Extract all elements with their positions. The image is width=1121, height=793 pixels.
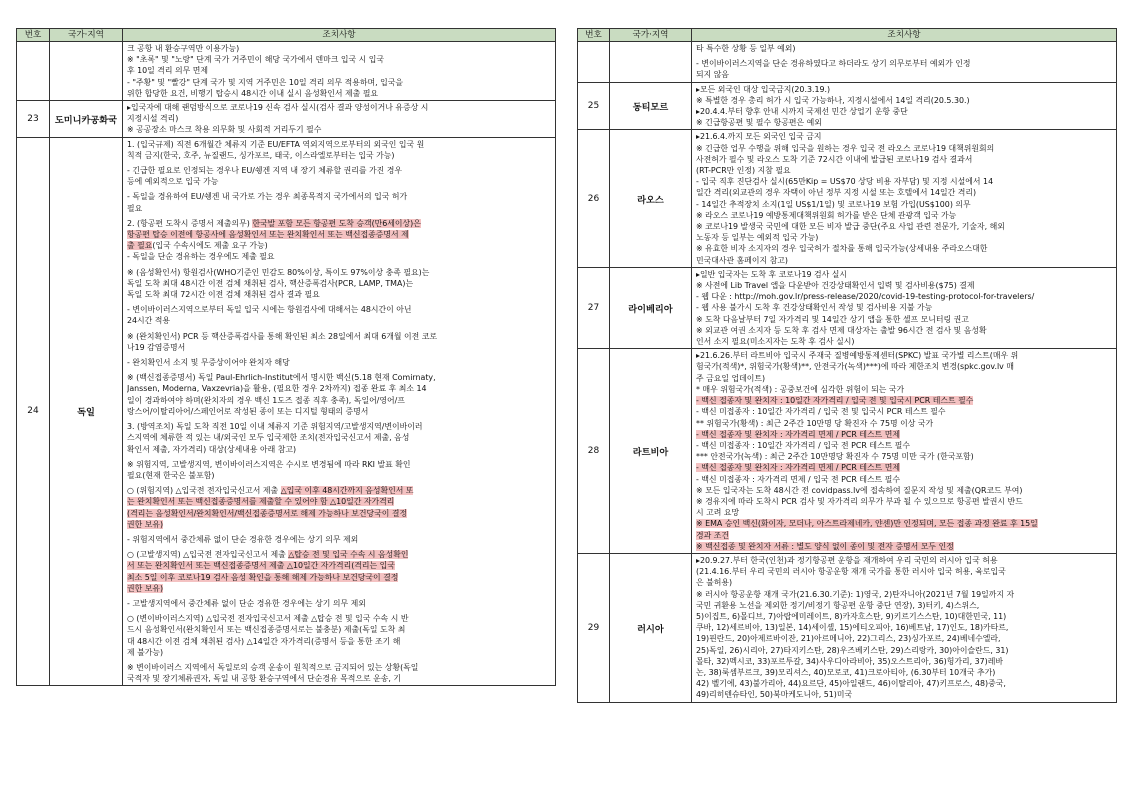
line-text: 일이 경과하여야 하며(완치자의 경우 백신 1도즈 접종 직후 충족), 독일어/영어/프 bbox=[127, 395, 405, 405]
measure-line bbox=[127, 102, 551, 113]
line-text: - 입국 직후 진단검사 실시(65만Kip = US$70 상당 비용 자부담) 및 지정 시설에서 14 bbox=[696, 177, 994, 187]
header-country: 국가·지역 bbox=[610, 29, 692, 42]
line-text: 크 공항 내 환승구역만 이용가능) bbox=[127, 44, 240, 53]
header-no: 번호 bbox=[17, 29, 50, 42]
line-text: ※ 긴급항공편 및 필수 항공편은 예외 bbox=[696, 118, 822, 128]
measure-line bbox=[127, 459, 551, 470]
line-text: - 독일을 경유하여 EU/쉥겐 내 국가로 가는 경우 최종목적지 국가에서의 입국 허가 bbox=[127, 192, 408, 202]
measure-line bbox=[696, 440, 1112, 451]
highlighted-text: - 백신 접종자 및 완치자 : 자가격리 면제 / PCR 테스트 면제 bbox=[696, 463, 900, 473]
line-text: ※ 경유지에 따라 도착시 PCR 검사 및 자가격리 의무가 부과 될 수 있으므로 항공편 발권시 반드 bbox=[696, 496, 1023, 506]
highlighted-text: △입국 이후 48시간까지 음성확인서 또 bbox=[280, 486, 414, 496]
measure-line bbox=[696, 232, 1112, 243]
highlighted-text: - 백신 접종자 및 완치자 : 10일간 자가격리 / 입국 전 및 입국시 PCR 테스트 필수 bbox=[696, 396, 974, 406]
highlighted-text: 서 또는 완치확인서 또는 백신접종증명서 제출 △10일간 자가격리(격리는 입국 bbox=[127, 561, 395, 571]
measures-table-left bbox=[16, 28, 556, 686]
measure-line bbox=[696, 451, 1112, 462]
table-row bbox=[578, 42, 1117, 83]
line-text: ※ 특별한 경우 총리 허가 시 입국 가능하나, 지정시설에서 14일 격리(20.5.30.) bbox=[696, 95, 970, 105]
highlighted-text: 경과 조건 bbox=[696, 530, 729, 540]
line-text: - 고발생지역에서 중간체류 없이 단순 경유한 경우에는 상기 의무 제외 bbox=[127, 598, 366, 608]
measure-line bbox=[696, 462, 1112, 473]
measure-line bbox=[127, 496, 551, 507]
measures-cell bbox=[692, 553, 1117, 702]
measure-line bbox=[696, 485, 1112, 496]
measure-line bbox=[127, 421, 551, 432]
country-name: 동티모르 bbox=[610, 82, 692, 130]
line-text: 필요 bbox=[127, 203, 143, 213]
line-text: ▸20.4.4.부터 향후 안내 시까지 국제선 민간 상업기 운항 중단 bbox=[696, 107, 908, 117]
line-text: (RT-PCR만 인정) 지참 필요 bbox=[696, 166, 791, 176]
measure-line bbox=[696, 154, 1112, 165]
line-text: ※ 코로나19 발생국 국민에 대한 모든 비자 발급 중단(주요 사업 관련 전문가, 기술자, 해외 bbox=[696, 222, 1005, 232]
header-measures: 조치사항 bbox=[123, 29, 556, 42]
measure-line bbox=[696, 429, 1112, 440]
line-text: 19)핀란드, 20)아제르바이잔, 21)아르메니아, 22)그리스, 23)싱가포르, 24)베네수엘라, bbox=[696, 634, 1001, 644]
measure-line bbox=[696, 269, 1112, 280]
line-text: 랑스어/이탈리아어/스페인어로 작성된 종이 또는 디지털 형태의 증명서 bbox=[127, 406, 369, 416]
measures-cell bbox=[123, 101, 556, 138]
table-header-row bbox=[17, 29, 556, 42]
table-header-row bbox=[578, 29, 1117, 42]
measure-line bbox=[127, 331, 551, 342]
table-row bbox=[17, 42, 556, 101]
measure-line bbox=[127, 598, 551, 609]
row-number: 27 bbox=[578, 267, 610, 348]
line-text: - 변이바이러스지역을 단순 경유하였다고 하더라도 상기 의무로부터 예외가 인정 bbox=[696, 59, 971, 69]
measure-line bbox=[696, 541, 1112, 552]
measure-line bbox=[696, 530, 1112, 541]
measure-line bbox=[696, 221, 1112, 232]
table-body-right bbox=[578, 42, 1117, 703]
highlighted-text: ※ EMA 승인 백신(화이자, 모더나, 아스트라제네카, 얀센)만 인정되며, 모든 접종 과정 완료 후 15일 bbox=[696, 519, 1038, 529]
measure-line bbox=[127, 560, 551, 571]
country-name: 라오스 bbox=[610, 130, 692, 267]
measure-line bbox=[127, 372, 551, 383]
measure-line bbox=[127, 54, 551, 65]
measure-line bbox=[127, 229, 551, 240]
measure-line bbox=[127, 315, 551, 326]
line-text: 24시간 적용 bbox=[127, 316, 171, 326]
line-text: ▸20.9.27.부터 한국(인천)과 정기항공편 운항을 재개하여 우리 국민의 러시아 입국 허용 bbox=[696, 555, 998, 565]
measure-line bbox=[696, 600, 1112, 611]
measure-line bbox=[696, 678, 1112, 689]
header-country: 국가·지역 bbox=[50, 29, 123, 42]
line-text: 1. (입국규제) 직전 6개월간 체류지 기준 EU/EFTA 역외지역으로부터의 외국인 입국 원 bbox=[127, 139, 425, 149]
measure-line bbox=[127, 176, 551, 187]
measure-line bbox=[696, 645, 1112, 656]
line-text: - 백신 미접종자 : 자가격리 면제 / 입국 전 PCR 테스트 필수 bbox=[696, 474, 900, 484]
highlighted-text: 출 필요 bbox=[127, 241, 153, 251]
country-name: 러시아 bbox=[610, 553, 692, 702]
measure-line bbox=[696, 361, 1112, 372]
highlighted-text: 권한 보유) bbox=[127, 583, 164, 593]
line-text: - 변이바이러스지역으로부터 독일 입국 시에는 항원검사에 대해서는 48시간이 아닌 bbox=[127, 305, 412, 315]
measure-line bbox=[127, 150, 551, 161]
measure-line bbox=[127, 203, 551, 214]
line-text: - "주황" 및 "빨강" 단계 국가 및 지역 거주민은 10일 격리 의무 적용하며, 입국을 bbox=[127, 77, 403, 87]
measure-line bbox=[696, 117, 1112, 128]
highlighted-text: (격리는 음성확인서/완치확인서/백신접종증명서로 해제 가능하나 보건당국이 결정 bbox=[127, 508, 408, 518]
measure-line bbox=[127, 304, 551, 315]
measure-line bbox=[696, 280, 1112, 291]
line-text: ※ 공공장소 마스크 착용 의무화 및 사회적 거리두기 필수 bbox=[127, 125, 322, 135]
measure-line bbox=[696, 350, 1112, 361]
line-text: ※ 사전에 Lib Travel 앱을 다운받아 건강상태확인서 입력 및 검사비용($75) 결제 bbox=[696, 281, 975, 291]
measure-line bbox=[127, 251, 551, 262]
line-text: 나19 감염증명서 bbox=[127, 342, 186, 352]
line-text: 시 고려 요망 bbox=[696, 508, 740, 518]
measure-line bbox=[696, 199, 1112, 210]
measures-cell bbox=[692, 349, 1117, 554]
measure-line bbox=[127, 470, 551, 481]
measure-line bbox=[127, 139, 551, 150]
table-row bbox=[578, 130, 1117, 267]
line-text: (입국 수속시에도 제출 요구 가능) bbox=[152, 241, 268, 251]
line-text: ※ (완치확인서) PCR 등 핵산증폭검사를 통해 확인된 최소 28일에서 최대 6개월 이전 코로 bbox=[127, 331, 437, 341]
measure-line bbox=[696, 418, 1112, 429]
line-text: 5)이집트, 6)몰디브, 7)아랍에미레이트, 8)카자흐스탄, 9)키르기스스탄, 10)대한민국, 11) bbox=[696, 611, 1007, 621]
line-text: 타 특수한 상황 등 일부 예외) bbox=[696, 44, 796, 53]
table-row bbox=[578, 553, 1117, 702]
measures-cell bbox=[692, 42, 1117, 83]
line-text: 42) 벨기에, 43)불가리아, 44)요르단, 45)아일랜드, 46)이탈리아, 47)키프로스, 48)중국, bbox=[696, 679, 1006, 689]
measure-line bbox=[696, 255, 1112, 266]
line-text: 스지역에 체류한 적 있는 내/외국인 모두 입국제한 조치(전자입국신고서 제출, 음성 bbox=[127, 433, 410, 443]
line-text: 후 10일 격리 의무 면제 bbox=[127, 66, 209, 76]
measure-line bbox=[127, 647, 551, 658]
measure-line bbox=[696, 507, 1112, 518]
measure-line bbox=[127, 485, 551, 496]
table-row bbox=[578, 349, 1117, 554]
measure-line bbox=[696, 95, 1112, 106]
measure-line bbox=[127, 432, 551, 443]
line-text: ○ (변이바이러스지역) △입국전 전자입국신고서 제출 △탑승 전 및 입국 수속 시 반 bbox=[127, 614, 409, 624]
line-text: ** 위험국가(황색) : 최근 2주간 10만명 당 확진자 수 75명 이상 국가 bbox=[696, 418, 934, 428]
highlighted-text: 는 완치확인서 또는 백신접종증명서를 제출할 수 있어야 함 △10일간 자가격리 bbox=[127, 497, 395, 507]
measure-line bbox=[696, 69, 1112, 80]
line-text: 2. (항공편 도착시 증명서 제출의무) bbox=[127, 218, 253, 228]
line-text: 필요(현재 한국은 불포함) bbox=[127, 470, 215, 480]
line-text: ※ "초록" 및 "노랑" 단계 국가 거주민이 해당 국가에서 덴마크 입국 시 입국 bbox=[127, 55, 385, 65]
measure-line bbox=[696, 176, 1112, 187]
line-text: 몰타, 32)멕시코, 33)포르투갈, 34)사우디아라비아, 35)오스트리아, 36)헝가리, 37)레바 bbox=[696, 656, 1003, 666]
measure-line bbox=[696, 165, 1112, 176]
row-number: 25 bbox=[578, 82, 610, 130]
measure-line bbox=[696, 633, 1112, 644]
measure-line bbox=[696, 622, 1112, 633]
measure-line bbox=[696, 373, 1112, 384]
country-name: 라트비아 bbox=[610, 349, 692, 554]
measure-line bbox=[127, 43, 551, 54]
line-text: 쿠바, 12)세르비아, 13)일본, 14)세이셸, 15)에티오피아, 16)베트남, 17)인도, 18)카타르, bbox=[696, 623, 1009, 633]
measure-line bbox=[127, 673, 551, 684]
measure-line bbox=[696, 689, 1112, 700]
line-text: - 백신 미접종자 : 10일간 자가격리 / 입국 전 PCR 테스트 필수 bbox=[696, 440, 910, 450]
line-text: 독일 도착 최대 48시간 이전 검체 채취된 검사, 핵산증폭검사(PCR, LAMP, TMA)는 bbox=[127, 278, 414, 288]
measures-cell bbox=[692, 130, 1117, 267]
line-text: ※ 유효한 비자 소지자의 경우 입국허가 절차를 통해 입국가능(상세내용 주라오스대한 bbox=[696, 244, 988, 254]
line-text: 지정시설 격리) bbox=[127, 114, 179, 124]
country-name: 라이베리아 bbox=[610, 267, 692, 348]
measure-line bbox=[696, 325, 1112, 336]
measure-line bbox=[696, 474, 1112, 485]
highlighted-text: 권한 보유) bbox=[127, 519, 164, 529]
measures-cell bbox=[692, 82, 1117, 130]
line-text: 등에 예외적으로 입국 가능 bbox=[127, 177, 219, 187]
measure-line bbox=[696, 187, 1112, 198]
measure-line bbox=[696, 589, 1112, 600]
measure-line bbox=[127, 267, 551, 278]
line-text: ※ (백신접종증명서) 독일 Paul-Ehrlich-Institut에서 명시한 백신(5.18 현재 Comirnaty, bbox=[127, 373, 436, 383]
line-text: 드시 음성확인서(완치확인서 또는 백신접종증명서로는 불충분) 제출(독일 도착 최 bbox=[127, 625, 406, 635]
line-text: 험국가(적색)*, 위험국가(황색)**, 안전국가(녹색)***)에 따라 제한조치 변경(spkc.gov.lv 매 bbox=[696, 362, 1014, 372]
measure-line bbox=[696, 143, 1112, 154]
highlighted-text: 최소 5일 이후 코로나19 검사 음성 확인을 통해 해제 가능하나 보건당국이 결정 bbox=[127, 572, 399, 582]
highlighted-text: ※ 백신접종 및 완치자 서류 : 별도 양식 없이 종이 및 전자 증명서 모두 인정 bbox=[696, 541, 954, 551]
line-text: 위한 합당한 요건, 비행기 탑승시 48시간 이내 실시 음성확인서 제출 필요 bbox=[127, 88, 379, 98]
line-text: - 독일을 단순 경유하는 경우에도 제출 필요 bbox=[127, 252, 275, 262]
measure-line bbox=[127, 383, 551, 394]
highlighted-text: - 백신 접종자 및 완치자 : 자가격리 면제 / PCR 테스트 면제 bbox=[696, 429, 900, 439]
row-number: 23 bbox=[17, 101, 50, 138]
left-page-table bbox=[16, 28, 556, 766]
measure-line bbox=[696, 210, 1112, 221]
measure-line bbox=[127, 65, 551, 76]
line-text: 은 불허용) bbox=[696, 578, 733, 588]
line-text: ※ 도착 다음날부터 7일 자가격리 및 14일간 상기 앱을 통한 셀프 모니터링 권고 bbox=[696, 314, 969, 324]
measure-line bbox=[127, 534, 551, 545]
measure-line bbox=[127, 583, 551, 594]
measure-line bbox=[696, 667, 1112, 678]
measures-table-right bbox=[577, 28, 1117, 703]
line-text: Janssen, Moderna, Vaxzevria)을 활용, (필요한 경우 2차까지) 접종 완료 후 최소 14 bbox=[127, 384, 427, 394]
line-text: 노동자 등 일부는 예외적 입국 가능) bbox=[696, 233, 819, 243]
measure-line bbox=[696, 406, 1112, 417]
line-text: ○ (고발생지역) △입국전 전자입국신고서 제출 bbox=[127, 550, 289, 560]
measure-line bbox=[127, 444, 551, 455]
header-measures: 조치사항 bbox=[692, 29, 1117, 42]
line-text: *** 안전국가(녹색) : 최근 2주간 10만명당 확진자 수 75명 미만 국가 (한국포함) bbox=[696, 452, 974, 462]
line-text: 사전허가 필수 및 라오스 도착 기준 72시간 이내에 발급된 코로나19 검사 결과서 bbox=[696, 154, 973, 164]
line-text: 25)독일, 26)시리아, 27)타지키스탄, 28)우즈베키스탄, 29)스리랑카, 30)아이슬란드, 31) bbox=[696, 645, 1009, 655]
measures-cell bbox=[692, 267, 1117, 348]
line-text: ※ 모든 입국자는 도착 48시간 전 covidpass.lv에 접속하여 질문지 작성 및 제출(QR코드 부여) bbox=[696, 485, 1023, 495]
measure-line bbox=[696, 291, 1112, 302]
measure-line bbox=[696, 566, 1112, 577]
measure-line bbox=[696, 131, 1112, 142]
measure-line bbox=[696, 302, 1112, 313]
line-text: - 14일간 추적장치 소지(1일 US$1/1일) 및 코로나19 보험 가입(US$100) 의무 bbox=[696, 199, 971, 209]
line-text: ※ 변이바이러스 지역에서 독일로의 승객 운송이 원칙적으로 금지되어 있는 상황(독일 bbox=[127, 662, 419, 672]
measure-line bbox=[127, 357, 551, 368]
measure-line bbox=[696, 43, 1112, 54]
measure-line bbox=[127, 342, 551, 353]
line-text: 국적자 및 장기체류권자, 독일 내 공항 환승구역에서 단순경유 목적으로 운송, 기 bbox=[127, 674, 402, 684]
measure-line bbox=[696, 314, 1112, 325]
line-text: 인서 소지 필요(미소지자는 도착 후 검사 실시) bbox=[696, 337, 855, 347]
country-name: 도미니카공화국 bbox=[50, 101, 123, 138]
measure-line bbox=[127, 124, 551, 135]
measure-line bbox=[696, 243, 1112, 254]
line-text: ※ 외교관 여권 소지자 등 도착 후 검사 면제 대상자는 출발 96시간 전 검사 및 음성확 bbox=[696, 325, 987, 335]
line-text: 확인서 제출, 자가격리) 대상(상세내용 아래 참고) bbox=[127, 444, 297, 454]
measure-line bbox=[127, 191, 551, 202]
line-text: - 웹 사용 불가시 도착 후 건강상태확인서 작성 및 검사비용 지불 가능 bbox=[696, 303, 933, 313]
measures-cell bbox=[123, 137, 556, 686]
row-number bbox=[17, 42, 50, 101]
measure-line bbox=[696, 496, 1112, 507]
measure-line bbox=[696, 518, 1112, 529]
line-text: - 백신 미접종자 : 10일간 자가격리 / 입국 전 및 입국시 PCR 테스트 필수 bbox=[696, 407, 946, 417]
measure-line bbox=[696, 58, 1112, 69]
measure-line bbox=[127, 278, 551, 289]
country-name bbox=[610, 42, 692, 83]
line-text: 49)리히텐슈타인, 50)북마케도니아, 51)미국 bbox=[696, 690, 853, 700]
measure-line bbox=[696, 84, 1112, 95]
table-row bbox=[17, 101, 556, 138]
line-text: 민국대사관 홈페이지 참고) bbox=[696, 255, 788, 265]
line-text: 국민 귀환용 노선을 제외한 정기/비정기 항공편 운항 중단 연장), 3)터키, 4)스위스, bbox=[696, 600, 980, 610]
line-text: 대 48시간 이전 검체 채취된 검사) △14일간 자가격리(증명서 등을 통한 조기 해 bbox=[127, 636, 401, 646]
line-text: 되지 않음 bbox=[696, 70, 729, 80]
line-text: 3. (방역조치) 독일 도착 직전 10일 이내 체류지 기준 위험지역/고발생지역/변이바이러 bbox=[127, 422, 423, 432]
measure-line bbox=[696, 656, 1112, 667]
measure-line bbox=[696, 611, 1112, 622]
line-text: ▸모든 외국인 대상 입국금지(20.3.19.) bbox=[696, 84, 831, 94]
row-number: 24 bbox=[17, 137, 50, 686]
measure-line bbox=[127, 549, 551, 560]
measure-line bbox=[127, 240, 551, 251]
line-text: - 긴급한 필요로 인정되는 경우나 EU/쉥겐 지역 내 장기 체류할 권리를 가진 경우 bbox=[127, 166, 403, 176]
measure-line bbox=[127, 636, 551, 647]
measure-line bbox=[127, 289, 551, 300]
measure-line bbox=[127, 519, 551, 530]
line-text: ▸입국자에 대해 랜덤방식으로 코로나19 신속 검사 실시(검사 결과 양성이거나 유증상 시 bbox=[127, 103, 429, 113]
measures-cell bbox=[123, 42, 556, 101]
table-row bbox=[578, 82, 1117, 130]
line-text: ※ (음성확인서) 항원검사(WHO기준인 민감도 80%이상, 특이도 97%이상 충족 필요)는 bbox=[127, 267, 430, 277]
measure-line bbox=[127, 395, 551, 406]
line-text: (21.4.16.부터 우리 국민의 러시아 항공운항 재개 국가를 통한 러시아 입국 허용, 육로입국 bbox=[696, 567, 1006, 577]
line-text: 일간 격리(외교관의 경우 자택이 아닌 정부 지정 시설 또는 호텔에서 14일간 격리) bbox=[696, 188, 977, 198]
row-number: 29 bbox=[578, 553, 610, 702]
line-text: ○ (위험지역) △입국전 전자입국신고서 제출 bbox=[127, 486, 281, 496]
country-name: 독일 bbox=[50, 137, 123, 686]
line-text: ※ 긴급한 업무 수행을 위해 입국을 원하는 경우 입국 전 라오스 코로나19 대책위원회의 bbox=[696, 143, 995, 153]
measure-line bbox=[127, 113, 551, 124]
line-text: ※ 라오스 코로나19 예방통제대책위원회 허가를 받은 단체 관광객 입국 가능 bbox=[696, 210, 957, 220]
measure-line bbox=[127, 572, 551, 583]
measure-line bbox=[127, 406, 551, 417]
country-name bbox=[50, 42, 123, 101]
row-number: 28 bbox=[578, 349, 610, 554]
measure-line bbox=[127, 88, 551, 99]
measure-line bbox=[696, 395, 1112, 406]
right-page-table bbox=[577, 28, 1117, 768]
line-text: 주 금요일 업데이트) bbox=[696, 373, 766, 383]
line-text: - 위험지역에서 중간체류 없이 단순 경유한 경우에는 상기 의무 제외 bbox=[127, 534, 359, 544]
line-text: ▸일반 입국자는 도착 후 코로나19 검사 실시 bbox=[696, 269, 848, 279]
table-body-left bbox=[17, 42, 556, 686]
measure-line bbox=[696, 106, 1112, 117]
measure-line bbox=[127, 218, 551, 229]
measure-line bbox=[127, 508, 551, 519]
line-text: - 웹 다운 : http://moh.gov.lr/press-release/2020/covid-19-testing-protocol-for-travelers/ bbox=[696, 292, 1035, 302]
measure-line bbox=[696, 577, 1112, 588]
header-no: 번호 bbox=[578, 29, 610, 42]
line-text: ※ 위험지역, 고발생지역, 변이바이러스지역은 수시로 변경됨에 따라 RKI 발표 확인 bbox=[127, 459, 411, 469]
highlighted-text: 항공편 탑승 이전에 항공사에 음성확인서 또는 완치확인서 또는 백신접종증명서 제 bbox=[127, 230, 409, 240]
measure-line bbox=[127, 613, 551, 624]
measure-line bbox=[696, 384, 1112, 395]
line-text: 독일 도착 최대 72시간 이전 검체 채취된 검사 결과 필요 bbox=[127, 290, 320, 300]
highlighted-text: △탑승 전 및 입국 수속 시 음성확인 bbox=[288, 550, 409, 560]
line-text: - 완치확인서 소지 및 무증상이어야 완치자 해당 bbox=[127, 358, 290, 368]
measure-line bbox=[127, 662, 551, 673]
line-text: 제 불가능) bbox=[127, 647, 164, 657]
row-number bbox=[578, 42, 610, 83]
line-text: 논, 38)룩셈부르크, 39)모리셔스, 40)모로코, 41)크로아티아, (6.30부터 10개국 추가) bbox=[696, 667, 996, 677]
line-text: ▸21.6.4.까지 모든 외국인 입국 금지 bbox=[696, 132, 822, 142]
table-row bbox=[17, 137, 556, 686]
measure-line bbox=[696, 555, 1112, 566]
measure-line bbox=[127, 77, 551, 88]
line-text: 칙적 금지(한국, 호주, 뉴질랜드, 싱가포르, 태국, 이스라엘로부터는 입국 가능) bbox=[127, 150, 395, 160]
line-text: ▸21.6.26.부터 라트비아 입국시 주재국 질병예방통제센터(SPKC) 발표 국가별 리스트(매우 위 bbox=[696, 351, 1019, 361]
line-text: ※ 러시아 항공운항 재개 국가(21.6.30.기준): 1)영국, 2)탄자니아(2021년 7월 19일까지 자 bbox=[696, 589, 1015, 599]
highlighted-text: 한국발 포함 모든 항공편 도착 승객(만6세이상)은 bbox=[252, 218, 421, 228]
row-number: 26 bbox=[578, 130, 610, 267]
measure-line bbox=[696, 336, 1112, 347]
measure-line bbox=[127, 165, 551, 176]
table-row bbox=[578, 267, 1117, 348]
line-text: * 매우 위험국가(적색) : 공중보건에 심각한 위험이 되는 국가 bbox=[696, 384, 905, 394]
measure-line bbox=[127, 624, 551, 635]
